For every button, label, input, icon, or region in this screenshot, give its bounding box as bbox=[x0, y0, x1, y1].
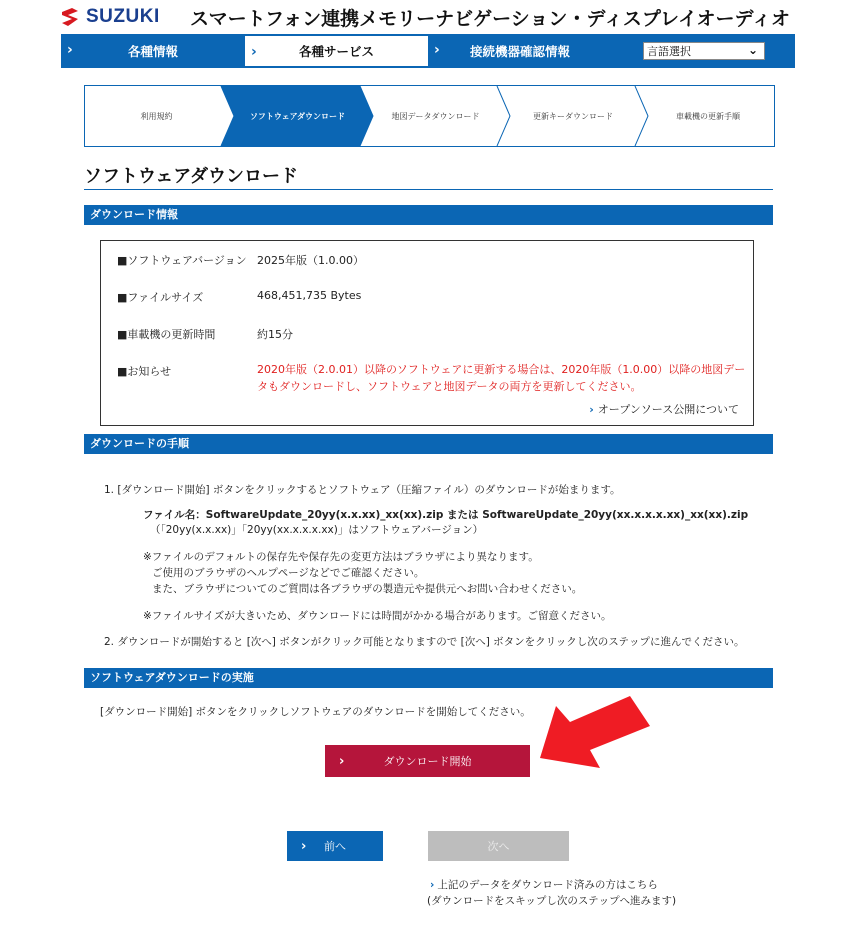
section-heading-procedure: ダウンロードの手順 bbox=[84, 434, 773, 454]
chevron-right-icon: › bbox=[67, 42, 73, 58]
open-source-link-label: オープンソース公開について bbox=[597, 403, 739, 416]
chevron-right-icon: › bbox=[339, 753, 345, 769]
nav-item-services[interactable] bbox=[245, 34, 428, 68]
section-heading-execute: ソフトウェアダウンロードの実施 bbox=[84, 668, 773, 688]
chevron-right-icon: › bbox=[589, 403, 594, 416]
step-indicator bbox=[84, 85, 775, 147]
main-nav bbox=[61, 34, 795, 68]
next-button[interactable] bbox=[428, 831, 569, 861]
info-label-filesize: ■ファイルサイズ bbox=[117, 291, 204, 304]
chevron-right-icon: › bbox=[434, 42, 440, 58]
step-software-download: ソフトウェアダウンロード bbox=[249, 111, 346, 121]
nav-item-info[interactable] bbox=[61, 34, 245, 68]
nav-item-label: 各種情報 bbox=[127, 44, 178, 59]
suzuki-s-icon bbox=[60, 8, 80, 26]
skip-link-note: (ダウンロードをスキップし次のステップへ進みます) bbox=[427, 895, 677, 907]
info-value-notice: 2020年版（2.0.01）以降のソフトウェアに更新する場合は、2020年版（1.0.00）以降の地図データもダウンロードし、ソフトウェアと地図データの両方を更新してください。 bbox=[257, 363, 746, 393]
download-start-button[interactable] bbox=[325, 745, 530, 777]
info-value-update-time: 約15分 bbox=[257, 328, 293, 341]
procedure-step-1: 1. [ダウンロード開始] ボタンをクリックするとソフトウェア（圧縮ファイル）のダウンロードが始まります。 bbox=[104, 484, 621, 496]
nav-item-label: 接続機器確認情報 bbox=[469, 44, 570, 59]
filename-note: （「20yy(x.x.xx)」「20yy(xx.x.x.x.xx)」はソフトウェアバージョン） bbox=[150, 524, 484, 536]
suzuki-logo[interactable] bbox=[60, 6, 160, 28]
skip-link-line-1 bbox=[430, 877, 676, 893]
info-value-version: 2025年版（1.0.00） bbox=[257, 254, 364, 267]
chevron-right-icon: › bbox=[430, 879, 435, 891]
info-label-version: ■ソフトウェアバージョン bbox=[117, 254, 247, 267]
skip-link-label: 上記のデータをダウンロード済みの方はこちら bbox=[437, 879, 658, 891]
step-key-download: 更新キーダウンロード bbox=[533, 111, 613, 121]
step-map-download: 地図データダウンロード bbox=[391, 111, 480, 121]
language-select-value: 言語選択 bbox=[647, 45, 691, 58]
step-update-procedure: 車載機の更新手順 bbox=[676, 111, 740, 121]
chevron-right-icon: › bbox=[301, 838, 307, 854]
info-label-update-time: ■車載機の更新時間 bbox=[117, 328, 216, 341]
procedure-step-2: 2. ダウンロードが開始すると [次へ] ボタンがクリック可能となりますので [次へ] ボタンをクリックし次のステップに進んでください。 bbox=[104, 636, 745, 648]
filesize-note: ※ファイルサイズが大きいため、ダウンロードには時間がかかる場合があります。ご留意ください。 bbox=[143, 610, 612, 622]
step-terms: 利用規約 bbox=[140, 111, 173, 121]
prev-button[interactable] bbox=[287, 831, 383, 861]
chevron-right-icon: › bbox=[251, 44, 257, 60]
red-pointer-arrow-icon bbox=[538, 696, 658, 780]
filename-label: ファイル名： bbox=[143, 509, 206, 521]
section-heading-info: ダウンロード情報 bbox=[84, 205, 773, 225]
browser-note-1: ※ファイルのデフォルトの保存先や保存先の変更方法はブラウザにより異なります。 bbox=[143, 551, 539, 563]
chevron-down-icon: ⌄ bbox=[747, 43, 758, 57]
download-start-label: ダウンロード開始 bbox=[383, 755, 472, 768]
brand-name: SUZUKI bbox=[86, 6, 160, 27]
nav-item-label: 各種サービス bbox=[298, 44, 374, 59]
info-value-filesize: 468,451,735 Bytes bbox=[257, 289, 362, 302]
open-source-link[interactable] bbox=[589, 401, 739, 417]
browser-note-3: また、ブラウザについてのご質問は各ブラウザの製造元や提供元へお問い合わせください。 bbox=[152, 583, 583, 595]
filename-line bbox=[143, 507, 748, 522]
page-title: ソフトウェアダウンロード bbox=[84, 166, 299, 187]
skip-download-link[interactable] bbox=[427, 877, 677, 909]
browser-note-2: ご使用のブラウザのヘルプページなどでご確認ください。 bbox=[152, 567, 425, 579]
prev-button-label: 前へ bbox=[324, 840, 346, 853]
nav-item-devices[interactable] bbox=[428, 34, 612, 68]
download-info-box bbox=[100, 240, 754, 426]
filename-value: SoftwareUpdate_20yy(x.x.xx)_xx(xx).zip または SoftwareUpdate_20yy(xx.x.x.x.xx)_xx(xx).zip bbox=[205, 509, 749, 521]
info-label-notice: ■お知らせ bbox=[117, 365, 172, 378]
app-title: スマートフォン連携メモリーナビゲーション・ディスプレイオーディオ bbox=[190, 8, 791, 30]
title-divider bbox=[84, 189, 773, 190]
language-select[interactable] bbox=[643, 42, 765, 60]
execute-instruction: [ダウンロード開始] ボタンをクリックしソフトウェアのダウンロードを開始してください。 bbox=[100, 706, 531, 718]
next-button-label: 次へ bbox=[487, 840, 510, 853]
